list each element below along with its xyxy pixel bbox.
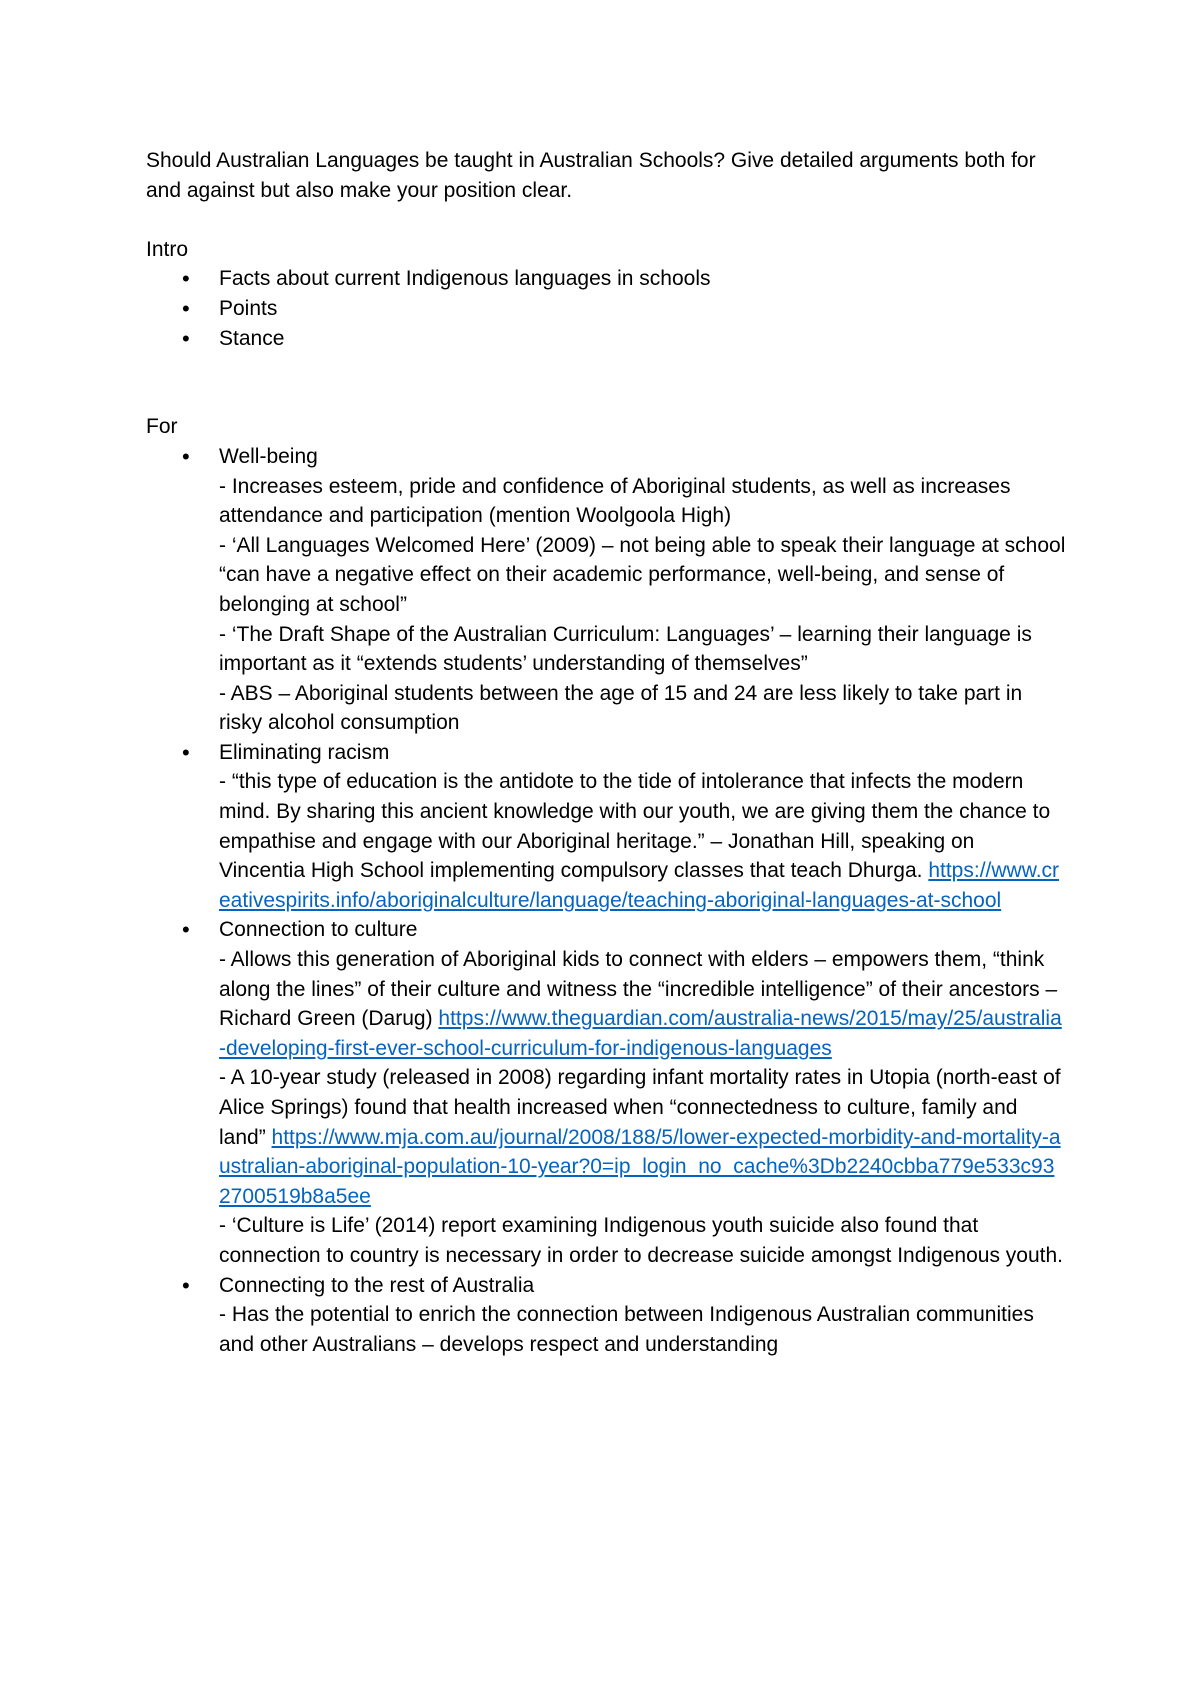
detail-line: - ‘All Languages Welcomed Here’ (2009) – not being able to speak their language at school “can have a negative effect on their academic performance, well-being, and sense of belonging at school” <box>219 533 1066 616</box>
for-item-connection-to-culture <box>146 915 1066 1270</box>
detail-text: - Allows this generation of Aboriginal kids to connect with elders – empowers them, “think along the lines” of their culture and witness the “incredible intelligence” of their ancestors – Richard Green (Darug) <box>219 948 1058 1031</box>
detail-line <box>219 1063 1066 1211</box>
detail-line: - Increases esteem, pride and confidence of Aboriginal students, as well as increases attendance and participation (mention Woolgoola High) <box>219 474 1011 528</box>
detail-line: - ABS – Aboriginal students between the age of 15 and 24 are less likely to take part in risky alcohol consumption <box>219 681 1023 735</box>
essay-question: Should Australian Languages be taught in Australian Schools? Give detailed arguments both for and against but also make your position clear. <box>146 149 1036 202</box>
detail-line: - ‘Culture is Life’ (2014) report examining Indigenous youth suicide also found that connection to country is necessary in order to decrease suicide amongst Indigenous youth. <box>219 1214 1063 1267</box>
detail-text: - A 10-year study (released in 2008) regarding infant mortality rates in Utopia (north-east of Alice Springs) found that health increased when “connectedness to culture, family and land” <box>219 1066 1061 1149</box>
intro-bullet-item: • Points <box>146 294 1066 324</box>
blank-line <box>146 205 1066 235</box>
for-item-eliminating-racism <box>146 738 1066 916</box>
for-heading: For <box>146 415 178 439</box>
creativespirits-link[interactable]: https://www.creativespirits.info/aboriginalculture/language/teaching-aboriginal-languages-at-school <box>219 859 1060 912</box>
blank-lines <box>146 353 1066 412</box>
for-item-well-being <box>146 442 1066 738</box>
detail-line <box>219 767 1066 915</box>
item-title: • Well-being <box>219 444 318 468</box>
item-title: • Eliminating racism <box>219 740 390 764</box>
intro-bullet-item: • Facts about current Indigenous languages in schools <box>146 264 1066 294</box>
detail-line: - ‘The Draft Shape of the Australian Curriculum: Languages’ – learning their language is important as it “extends students’ understanding of themselves” <box>219 622 1032 676</box>
document-page <box>146 146 1066 1359</box>
guardian-link[interactable]: https://www.theguardian.com/australia-news/2015/may/25/australia-developing-first-ever-school-curriculum-for-indigenous-languages <box>219 1007 1062 1060</box>
intro-heading: Intro <box>146 237 189 261</box>
for-item-connecting-to-australia <box>146 1271 1066 1360</box>
item-title: • Connecting to the rest of Australia <box>219 1273 535 1297</box>
detail-line: - Has the potential to enrich the connection between Indigenous Australian communities and other Australians – develops respect and understanding <box>219 1303 1034 1356</box>
detail-text: - “this type of education is the antidote to the tide of intolerance that infects the modern mind. By sharing this ancient knowledge with our youth, we are giving them the chance to empathise and engage with our Aboriginal heritage.” – Jonathan Hill, speaking on Vincentia High School implementing compulsory classes that teach Dhurga. <box>219 770 1051 883</box>
detail-line <box>219 945 1066 1063</box>
intro-bullet-item: • Stance <box>146 324 1066 354</box>
intro-bullet-list <box>146 264 1066 353</box>
mja-link[interactable]: https://www.mja.com.au/journal/2008/188/5/lower-expected-morbidity-and-mortality-australian-aboriginal-population-10-year?0=ip_login_no_cache%3Db2240cbba779e533c932700519b8a5ee <box>219 1125 1061 1208</box>
for-bullet-list <box>146 442 1066 1359</box>
item-title: • Connection to culture <box>219 918 418 942</box>
